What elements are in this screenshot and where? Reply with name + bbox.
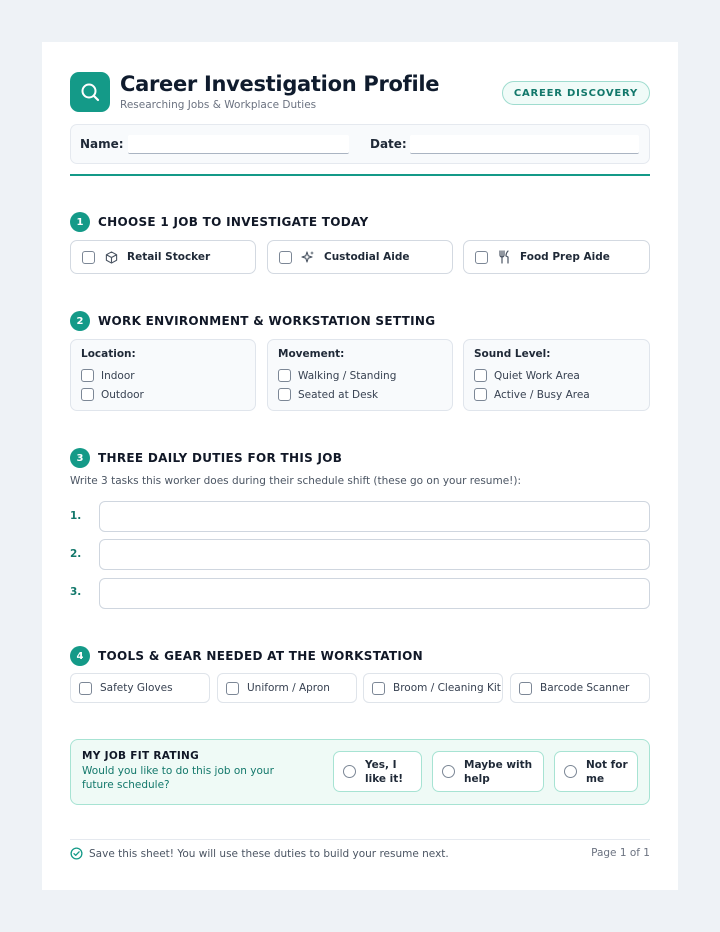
group-heading: Location: <box>81 348 136 360</box>
tool-option-barcode-scanner[interactable] <box>510 673 650 703</box>
option-outdoor[interactable] <box>81 385 245 404</box>
box-icon <box>104 250 118 264</box>
checkbox[interactable] <box>278 369 291 382</box>
tool-option-safety-gloves[interactable] <box>70 673 210 703</box>
name-label: Name: <box>80 137 124 151</box>
duty-input-3[interactable] <box>99 578 650 609</box>
worksheet-page <box>42 42 678 890</box>
option-walking-standing[interactable] <box>278 366 442 385</box>
checkbox[interactable] <box>226 682 239 695</box>
tool-label: Safety Gloves <box>100 682 173 694</box>
tool-option-broom-cleaning-kit[interactable] <box>363 673 503 703</box>
section-number: 1 <box>70 212 90 232</box>
utensils-icon <box>497 250 511 264</box>
option-label: Outdoor <box>101 388 144 401</box>
header-divider <box>70 174 650 176</box>
section-number: 2 <box>70 311 90 331</box>
radio-button[interactable] <box>343 765 356 778</box>
footer-note-text: Save this sheet! You will use these duties to build your resume next. <box>89 847 449 860</box>
date-label: Date: <box>370 137 407 151</box>
option-active-busy-area[interactable] <box>474 385 639 404</box>
tool-label: Broom / Cleaning Kit <box>393 682 501 694</box>
rating-option-maybe[interactable] <box>432 751 544 792</box>
option-label: Quiet Work Area <box>494 369 580 382</box>
radio-button[interactable] <box>442 765 455 778</box>
group-heading: Movement: <box>278 348 345 360</box>
rating-option-not-for-me[interactable] <box>554 751 638 792</box>
name-field[interactable] <box>128 135 349 154</box>
search-icon <box>70 72 110 112</box>
checkbox[interactable] <box>278 388 291 401</box>
option-label: Seated at Desk <box>298 388 379 401</box>
sparkle-icon <box>301 250 315 264</box>
job-option-food-prep-aide[interactable] <box>463 240 650 274</box>
job-label: Food Prep Aide <box>520 251 610 263</box>
job-fit-rating <box>70 739 650 805</box>
checkbox[interactable] <box>81 388 94 401</box>
rating-question: Would you like to do this job on your future schedule? <box>82 765 274 791</box>
checkbox[interactable] <box>475 251 488 264</box>
checkbox[interactable] <box>474 388 487 401</box>
job-label: Custodial Aide <box>324 251 410 263</box>
check-circle-icon <box>70 847 83 860</box>
option-indoor[interactable] <box>81 366 245 385</box>
tool-label: Uniform / Apron <box>247 682 330 694</box>
footer-divider <box>70 839 650 840</box>
option-label: Active / Busy Area <box>494 388 590 401</box>
checkbox[interactable] <box>519 682 532 695</box>
section-instruction: Write 3 tasks this worker does during their schedule shift (these go on your resume!): <box>70 475 521 487</box>
duty-number: 2. <box>70 548 82 560</box>
section-title: THREE DAILY DUTIES FOR THIS JOB <box>98 451 343 465</box>
section-title: CHOOSE 1 JOB TO INVESTIGATE TODAY <box>98 215 369 229</box>
duty-number: 1. <box>70 510 82 522</box>
section-title: TOOLS & GEAR NEEDED AT THE WORKSTATION <box>98 649 424 663</box>
tool-label: Barcode Scanner <box>540 682 630 694</box>
option-label: Maybe with help <box>464 758 533 785</box>
checkbox[interactable] <box>81 369 94 382</box>
option-label: Indoor <box>101 369 135 382</box>
option-quiet-work-area[interactable] <box>474 366 639 385</box>
section-number: 4 <box>70 646 90 666</box>
section-title: WORK ENVIRONMENT & WORKSTATION SETTING <box>98 314 436 328</box>
env-group-location <box>70 339 256 411</box>
page-title: Career Investigation Profile <box>120 72 440 96</box>
env-group-movement <box>267 339 453 411</box>
option-label: Not for me <box>586 758 628 785</box>
checkbox[interactable] <box>474 369 487 382</box>
page-number: Page 1 of 1 <box>591 847 650 859</box>
radio-button[interactable] <box>564 765 577 778</box>
job-label: Retail Stocker <box>127 251 211 263</box>
job-option-retail-stocker[interactable] <box>70 240 256 274</box>
duty-input-2[interactable] <box>99 539 650 570</box>
duty-number: 3. <box>70 586 82 598</box>
checkbox[interactable] <box>279 251 292 264</box>
group-heading: Sound Level: <box>474 348 551 360</box>
checkbox[interactable] <box>372 682 385 695</box>
checkbox[interactable] <box>79 682 92 695</box>
rating-option-yes[interactable] <box>333 751 422 792</box>
page-subtitle: Researching Jobs & Workplace Duties <box>120 99 317 111</box>
checkbox[interactable] <box>82 251 95 264</box>
footer-note <box>70 847 449 860</box>
date-field[interactable] <box>410 135 639 154</box>
rating-title: MY JOB FIT RATING <box>82 750 200 762</box>
tool-option-uniform-apron[interactable] <box>217 673 357 703</box>
name-date-bar <box>70 124 650 164</box>
option-label: Walking / Standing <box>298 369 397 382</box>
env-group-sound-level <box>463 339 650 411</box>
option-label: Yes, I like it! <box>365 758 404 785</box>
option-seated-at-desk[interactable] <box>278 385 442 404</box>
job-option-custodial-aide[interactable] <box>267 240 453 274</box>
category-badge: CAREER DISCOVERY <box>502 81 650 105</box>
duty-input-1[interactable] <box>99 501 650 532</box>
section-number: 3 <box>70 448 90 468</box>
